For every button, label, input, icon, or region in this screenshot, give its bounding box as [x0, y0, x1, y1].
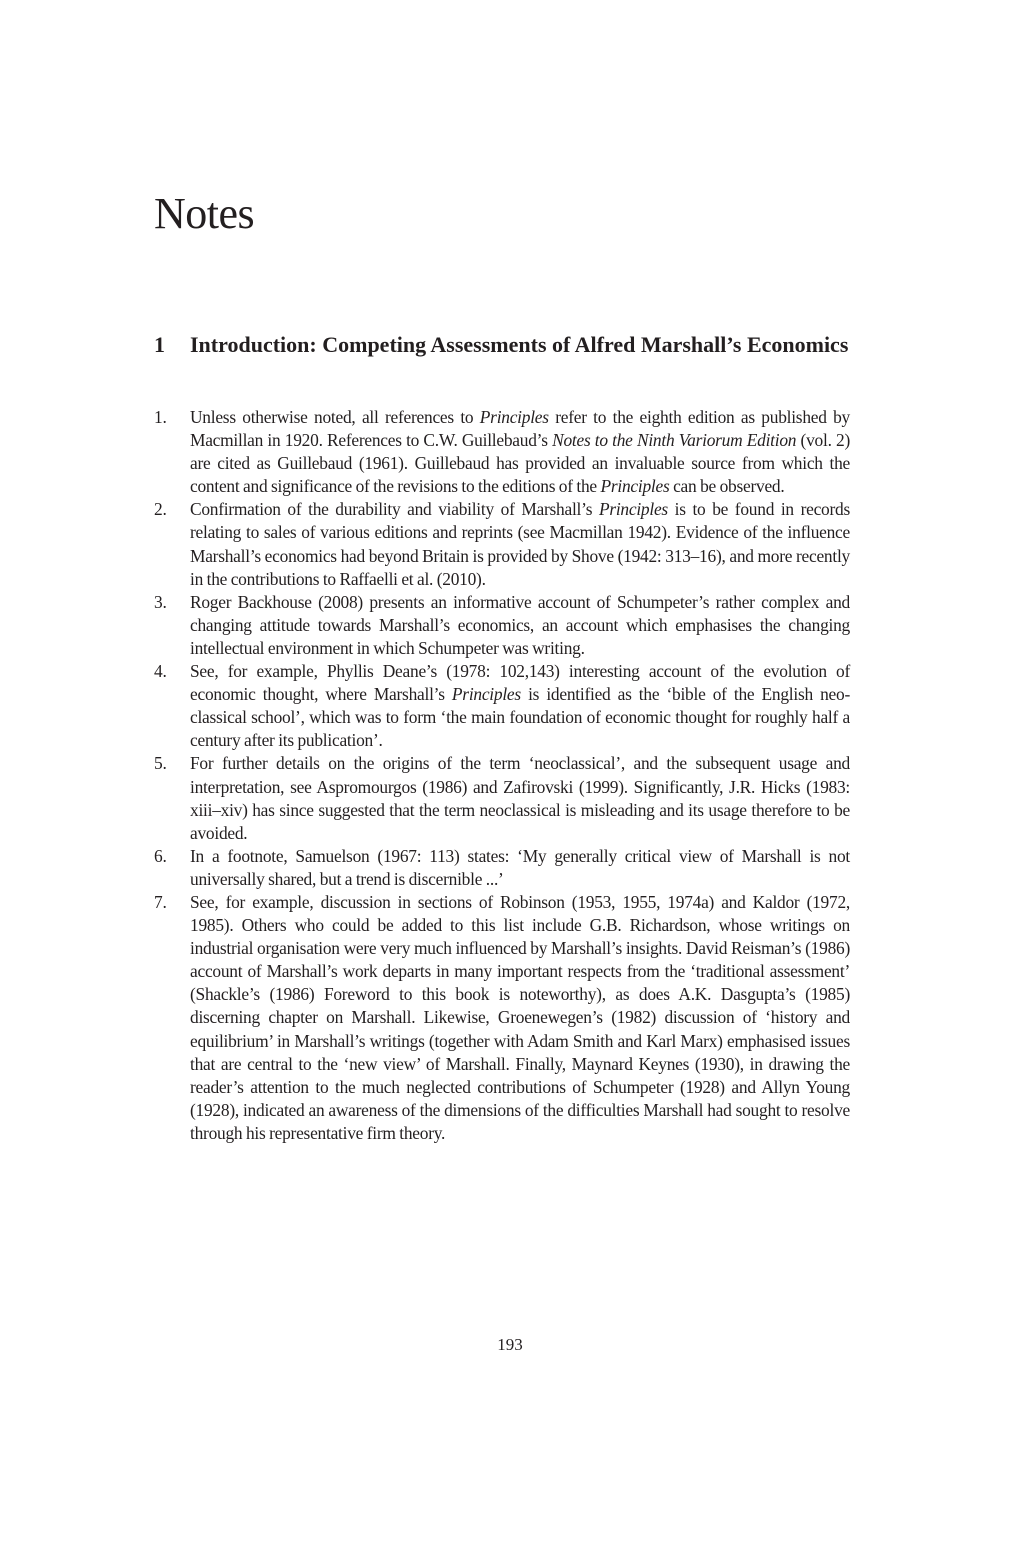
note-item: [154, 591, 850, 660]
note-text: refer to the eighth edition as published by Macmillan in 1920. References to C.W. Guillebaud’s: [190, 407, 850, 451]
note-number: 7.: [154, 891, 167, 912]
chapter-title: Introduction: Competing Assessments of Alfred Marshall’s Economics: [190, 332, 849, 357]
note-text: For further details on the origins of the term ‘neoclassical’, and the subsequent usage and interpretation, see Aspromourgos (1986) and Zafirovski (1999). Significantly, J.R. Hicks (1983: xiii–xiv) has since suggested that the term neoclassical is misleading and its usage therefore to be avoided.: [190, 753, 850, 843]
chapter-number: 1: [154, 332, 165, 357]
note-number: 2.: [154, 499, 167, 520]
note-text: can be observed.: [669, 476, 785, 497]
note-italic-text: Notes to the Ninth Variorum Edition: [552, 430, 797, 451]
note-text: is identified as the ‘bible of the English neo-classical school’, which was to form ‘the main foundation of economic thought for roughly half a century after its publication’.: [190, 684, 850, 751]
page-number: 193: [497, 1335, 523, 1354]
note-italic-text: Principles: [600, 476, 670, 497]
note-number: 5.: [154, 753, 167, 774]
note-text: See, for example, Phyllis Deane’s (1978: 102,143) interesting account of the evolution of economic thought, where Marshall’s: [190, 661, 850, 705]
note-text: In a footnote, Samuelson (1967: 113) states: ‘My generally critical view of Marshall is not universally shared, but a trend is discernible ...’: [190, 845, 850, 889]
note-text: is to be found in records relating to sales of various editions and reprints (see Macmillan 1942). Evidence of the influence Marshall’s economics had beyond Britain is provided by Shove (1942: 313–16), and more recently in the contributions to Raffaelli et al. (2010).: [190, 499, 851, 589]
note-italic-text: Principles: [451, 684, 521, 705]
note-number: 3.: [154, 591, 167, 612]
note-item: [154, 845, 850, 891]
note-item: [154, 498, 850, 590]
note-item: [154, 406, 850, 498]
note-text: Unless otherwise noted, all references to: [190, 407, 480, 427]
note-number: 1.: [154, 407, 167, 427]
note-number: 4.: [154, 661, 167, 682]
chapter-heading: [154, 331, 854, 359]
note-number: 6.: [154, 845, 167, 866]
note-italic-text: Principles: [479, 407, 549, 427]
note-text: Roger Backhouse (2008) presents an informative account of Schumpeter’s rather complex and changing attitude towards Marshall’s economics, an account which emphasises the changing intellectual environment in which Schumpeter was writing.: [190, 591, 850, 658]
note-italic-text: Principles: [598, 499, 668, 520]
note-text: (vol. 2) are cited as Guillebaud (1961). Guillebaud has provided an invaluable source from which the content and significance of the revisions to the editions of the: [190, 430, 850, 497]
note-item: [154, 752, 850, 844]
notes-list: [154, 406, 850, 1145]
page-title: Notes: [154, 189, 255, 238]
note-text: Confirmation of the durability and viability of Marshall’s: [190, 499, 599, 520]
note-item: [154, 660, 850, 752]
note-text: See, for example, discussion in sections of Robinson (1953, 1955, 1974a) and Kaldor (1972, 1985). Others who could be added to this list include G.B. Richardson, whose writings on industrial organisation were very much influenced by Marshall’s insights. David Reisman’s (1986) account of Marshall’s work departs in many important respects from the ‘traditional assessment’ (Shackle’s (1986) Foreword to this book is noteworthy), as does A.K. Dasgupta’s (1985) discerning chapter on Marshall. Likewise, Groenewegen’s (1982) discussion of ‘history and equilibrium’ in Marshall’s writings (together with Adam Smith and Karl Marx) emphasised issues that are central to the ‘new view’ of Marshall. Finally, Maynard Keynes (1930), in drawing the reader’s attention to the much neglected contributions of Schumpeter (1928) and Allyn Young (1928), indicated an awareness of the dimensions of the difficulties Marshall had sought to resolve through his representative firm theory.: [190, 891, 850, 1143]
note-item: [154, 891, 850, 1145]
